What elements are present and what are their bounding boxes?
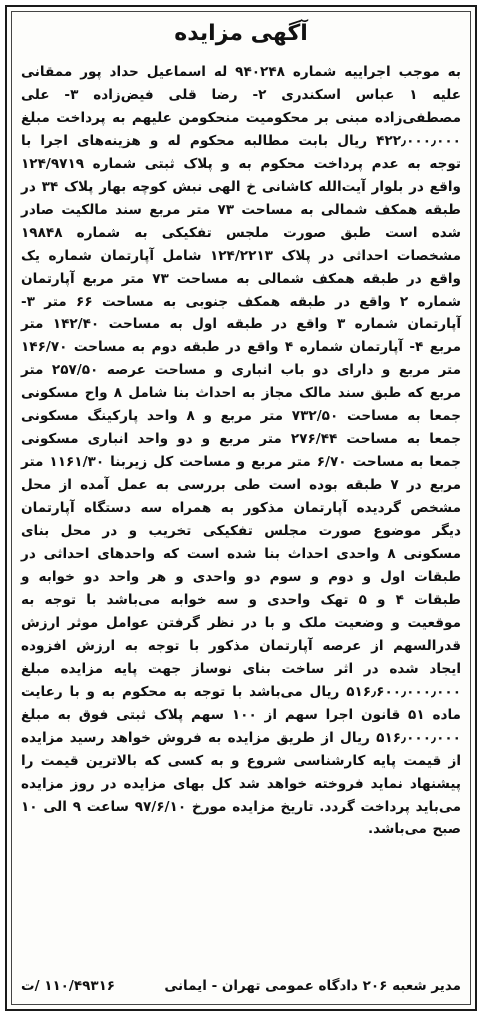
notice-title: آگهی مزایده — [174, 21, 308, 46]
reference-number: ۱۱۰/۴۹۳۱۶ /ت — [21, 978, 116, 994]
notice-footer — [21, 973, 461, 999]
auction-notice — [5, 5, 477, 1011]
notice-body: به موجب اجراییه شماره ۹۴۰۲۴۸ له اسماعیل حداد پور ممقانی علیه ۱ عباس اسکندری ۲- رضا قلی فیض‌زاده ۳- علی مصطفی‌زاده مبنی بر محکومیت منحکومن علیهم به پرداخت مبلغ ۴۲۲٫۰۰۰٫۰۰۰ ریال بابت مطالبه محکوم له و هزینه‌های اجرا با توجه به عدم پرداخت محکوم به و پلاک ثبتی شماره ۱۲۴/۹۷۱۹ واقع در بلوار آیت‌الله کاشانی خ الهی نبش کوچه بهار پلاک ۳۴ در طبقه همکف شمالی به مساحت ۷۳ متر مربع سند مالکیت صادر شده است طبق صورت ملجس تفکیکی به شماره ۱۹۸۴۸ مشخصات احداثی در پلاک ۱۲۴/۲۲۱۳ شامل آپارتمان شماره یک واقع در طبقه همکف شمالی به مساحت ۷۳ متر مربع آپارتمان شماره ۲ واقع در طبقه همکف جنوبی به مساحت ۶۶ متر ۳-آپارتمان شماره ۳ واقع در طبقه اول به مساحت ۱۴۲/۴۰ متر مربع ۴- آپارتمان شماره ۴ واقع در طبقه دوم به مساحت ۱۴۶/۷۰ متر مربع و دارای دو باب انباری و مساحت عرصه ۲۵۷/۵۰ متر مربع که طبق سند مالک مجاز به احداث بنا شامل ۸ واح مسکونی جمعا به مساحت ۷۳۲/۵۰ متر مربع و ۸ واحد پارکینگ مسکونی جمعا به مساحت ۲۷۶/۴۴ متر مربع و دو واحد انباری مسکونی جمعا به مساحت ۶/۷۰ متر مربع و مساحت کل زیربنا ۱۱۶۱/۳۰ متر مربع در ۷ طبقه بوده است طی بررسی به عمل آمده از محل مشخص گردیده آپارتمان مذکور به همراه سه دستگاه آپارتمان دیگر موضوع صورت مجلس تفکیکی تخریب و در محل بنای مسکونی ۸ واحدی احداث بنا شده است که واحدهای احداثی در طبقات اول و دوم و سوم دو واحدی و هر واحد دو خوابه و طبقات ۴ و ۵ تهک واحدی و سه خوابه می‌باشد با توجه به موقعیت و وضعیت ملک و با در نظر گرفتن عوامل موثر ارزش قدرالسهم از عرصه آپارتمان مذکور با توجه به ارزش افزوده ایجاد شده در اثر ساخت بنای نوساز جهت پایه مزایده مبلغ ۵۱۶٫۶۰۰٫۰۰۰٫۰۰۰ ریال می‌باشد با توجه به محکوم به و با رعایت ماده ۵۱ قانون اجرا سهم از ۱۰۰ سهم پلاک ثبتی فوق به مبلغ ۵۱۶٫۰۰۰٫۰۰۰ ریال از طریق مزایده به فروش خواهد رسید مزایده از قیمت پایه کارشناسی شروع و به کسی که بالاترین قیمت را پیشنهاد نماید فروخته خواهد شد کل بهای مزایده در روز مزایده می‌باید پرداخت گردد. تاریخ مزایده مورخ ۹۷/۶/۱۰ ساعت ۹ الی ۱۰ صبح می‌باشد. — [21, 64, 462, 838]
signer-line: مدیر شعبه ۲۰۶ دادگاه عمومی تهران - ایمانی — [164, 978, 461, 994]
